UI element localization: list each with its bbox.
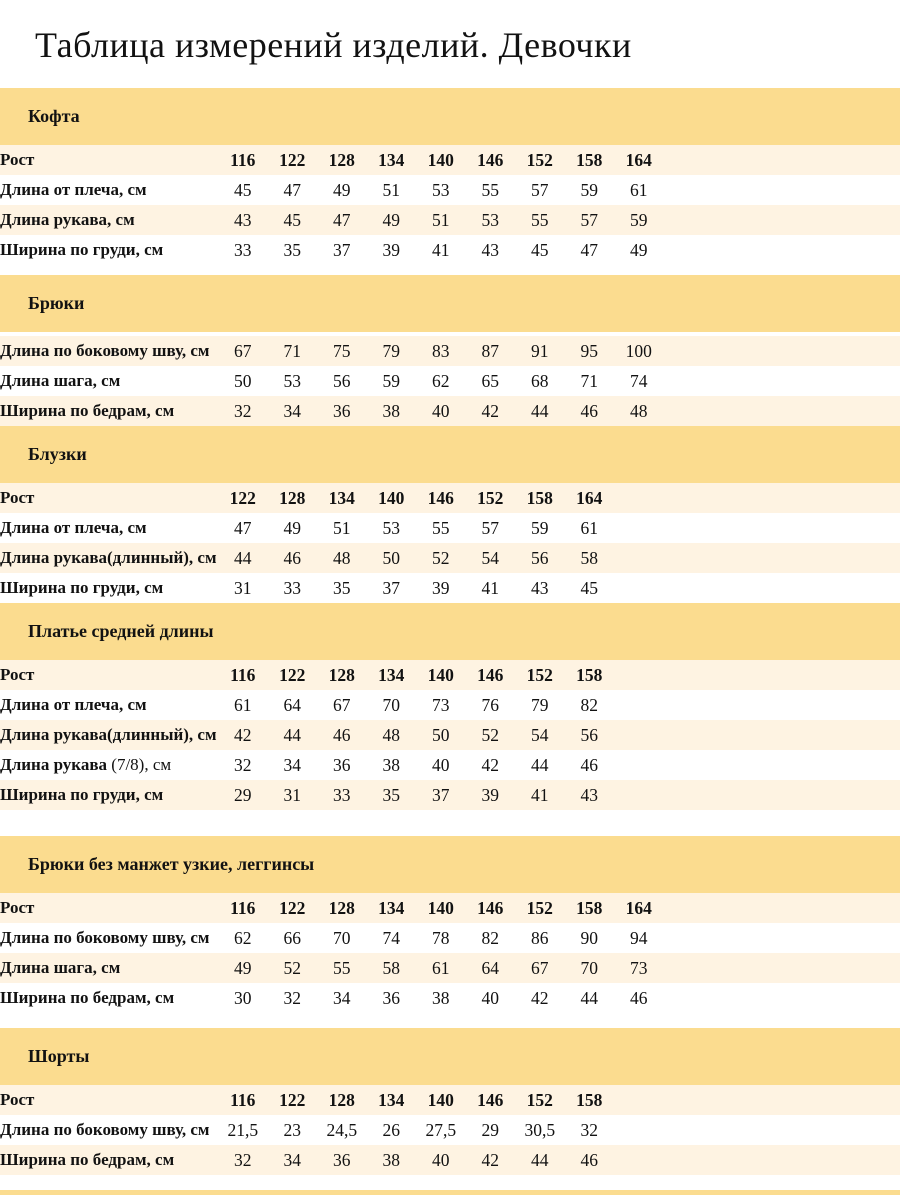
measurement-value: 59 [630, 210, 648, 230]
height-value: 158 [576, 898, 603, 918]
measurement-row [0, 235, 900, 265]
measurement-value: 76 [481, 695, 499, 715]
height-value: 140 [427, 665, 454, 685]
height-value: 134 [378, 150, 405, 170]
height-value: 134 [378, 665, 405, 685]
height-value: 152 [526, 1090, 553, 1110]
measurement-value: 30 [234, 988, 252, 1008]
measurement-value: 41 [432, 240, 450, 260]
measurement-value: 32 [234, 1150, 252, 1170]
row-label: Длина по боковому шву, см [0, 341, 210, 360]
measurement-value: 51 [432, 210, 450, 230]
measurement-value: 65 [481, 371, 499, 391]
sections-container [0, 88, 900, 1175]
measurement-value: 82 [481, 928, 499, 948]
size-table-bluzki [0, 483, 900, 603]
measurement-value: 74 [630, 371, 648, 391]
measurement-value: 37 [333, 240, 351, 260]
row-label: Длина рукава(длинный), см [0, 725, 217, 744]
measurement-value: 44 [283, 725, 301, 745]
measurement-value: 42 [531, 988, 549, 1008]
height-value: 152 [526, 898, 553, 918]
measurement-row [0, 750, 900, 780]
measurement-value: 57 [531, 180, 549, 200]
measurement-value: 46 [580, 401, 598, 421]
height-value: 146 [427, 488, 454, 508]
measurement-value: 58 [382, 958, 400, 978]
row-label: Ширина по груди, см [0, 785, 164, 804]
measurement-value: 40 [432, 755, 450, 775]
measurement-value: 55 [333, 958, 351, 978]
measurement-value: 49 [630, 240, 648, 260]
measurement-value: 59 [382, 371, 400, 391]
measurement-value [614, 1115, 664, 1145]
measurement-value [614, 573, 664, 603]
row-filler [664, 1085, 900, 1115]
measurement-value: 71 [283, 341, 301, 361]
measurement-value: 67 [531, 958, 549, 978]
measurement-value: 55 [481, 180, 499, 200]
measurement-value: 46 [580, 1150, 598, 1170]
measurement-value: 91 [531, 341, 549, 361]
measurement-value [614, 690, 664, 720]
row-label: Длина от плеча, см [0, 180, 147, 199]
measurement-value: 90 [580, 928, 598, 948]
row-label: Длина от плеча, см [0, 518, 147, 537]
row-filler [664, 573, 900, 603]
measurement-value: 43 [531, 578, 549, 598]
measurement-value: 38 [432, 988, 450, 1008]
measurement-value: 49 [382, 210, 400, 230]
section-title-bluzki: Блузки [28, 444, 87, 464]
measurement-value: 82 [580, 695, 598, 715]
measurement-value: 33 [283, 578, 301, 598]
measurement-value: 64 [481, 958, 499, 978]
row-label: Ширина по бедрам, см [0, 1150, 175, 1169]
measurement-value: 53 [481, 210, 499, 230]
height-value: 128 [328, 150, 355, 170]
height-value: 140 [427, 150, 454, 170]
measurement-value: 47 [333, 210, 351, 230]
row-filler [664, 366, 900, 396]
height-value: 122 [279, 898, 306, 918]
measurement-value: 47 [580, 240, 598, 260]
measurement-value: 35 [333, 578, 351, 598]
height-value: 134 [328, 488, 355, 508]
height-value: 158 [576, 1090, 603, 1110]
height-value: 140 [378, 488, 405, 508]
row-filler [664, 750, 900, 780]
measurement-value: 41 [531, 785, 549, 805]
height-value [614, 483, 664, 513]
height-value [614, 1085, 664, 1115]
measurement-value: 75 [333, 341, 351, 361]
row-label: Рост [0, 898, 35, 917]
page-header [0, 0, 900, 88]
measurement-value: 46 [630, 988, 648, 1008]
row-label: Рост [0, 665, 35, 684]
measurement-value: 29 [481, 1120, 499, 1140]
measurement-row [0, 366, 900, 396]
measurement-value: 50 [382, 548, 400, 568]
measurement-row [0, 205, 900, 235]
measurement-value: 73 [432, 695, 450, 715]
measurement-value: 43 [234, 210, 252, 230]
measurement-value: 57 [580, 210, 598, 230]
measurement-value: 35 [382, 785, 400, 805]
measurement-row [0, 780, 900, 810]
measurement-value: 21,5 [227, 1120, 259, 1140]
measurement-value: 48 [333, 548, 351, 568]
row-filler [664, 513, 900, 543]
height-value: 146 [477, 665, 504, 685]
section-title-kofta: Кофта [28, 106, 80, 126]
measurement-value [614, 1145, 664, 1175]
measurement-value: 52 [481, 725, 499, 745]
row-filler [664, 983, 900, 1013]
height-value: 152 [526, 150, 553, 170]
size-table-shorty [0, 1085, 900, 1175]
row-label: Длина по боковому шву, см [0, 1120, 210, 1139]
height-value: 140 [427, 898, 454, 918]
measurement-value: 32 [580, 1120, 598, 1140]
height-value: 146 [477, 150, 504, 170]
row-filler [664, 543, 900, 573]
measurement-value: 52 [283, 958, 301, 978]
height-header-row [0, 483, 900, 513]
measurement-value: 50 [432, 725, 450, 745]
measurement-value: 39 [382, 240, 400, 260]
measurement-value: 45 [234, 180, 252, 200]
row-label: Ширина по груди, см [0, 578, 164, 597]
section-title-platye: Платье средней длины [28, 621, 214, 641]
measurement-value: 53 [432, 180, 450, 200]
measurement-value: 44 [531, 401, 549, 421]
measurement-value: 40 [432, 401, 450, 421]
measurement-value: 35 [283, 240, 301, 260]
size-table-kofta [0, 145, 900, 265]
measurement-value: 42 [481, 1150, 499, 1170]
measurement-value: 59 [580, 180, 598, 200]
measurement-value: 68 [531, 371, 549, 391]
measurement-value: 49 [333, 180, 351, 200]
measurement-row [0, 396, 900, 426]
measurement-value: 26 [382, 1120, 400, 1140]
size-table-legginsy [0, 893, 900, 1013]
row-filler [664, 1115, 900, 1145]
measurement-value: 56 [333, 371, 351, 391]
size-table-platye [0, 660, 900, 810]
measurement-value: 46 [333, 725, 351, 745]
measurement-value: 56 [580, 725, 598, 745]
row-filler [664, 145, 900, 175]
measurement-value: 49 [283, 518, 301, 538]
measurement-value: 94 [630, 928, 648, 948]
measurement-value: 43 [481, 240, 499, 260]
measurement-value: 61 [234, 695, 252, 715]
measurement-value: 83 [432, 341, 450, 361]
measurement-row [0, 1115, 900, 1145]
measurement-value: 51 [382, 180, 400, 200]
height-header-row [0, 660, 900, 690]
measurement-row [0, 336, 900, 366]
measurement-value: 74 [382, 928, 400, 948]
measurement-value: 43 [580, 785, 598, 805]
measurement-value: 24,5 [326, 1120, 358, 1140]
row-filler [664, 660, 900, 690]
measurement-value: 37 [382, 578, 400, 598]
measurement-value: 48 [630, 401, 648, 421]
measurement-value: 53 [382, 518, 400, 538]
measurement-row [0, 1145, 900, 1175]
measurement-value: 59 [531, 518, 549, 538]
height-value: 122 [279, 1090, 306, 1110]
bottom-band-sliver [0, 1190, 900, 1195]
measurement-value: 71 [580, 371, 598, 391]
height-value: 116 [230, 150, 256, 170]
measurement-value: 45 [580, 578, 598, 598]
height-value: 122 [279, 665, 306, 685]
height-value: 128 [279, 488, 306, 508]
measurement-value: 47 [234, 518, 252, 538]
measurement-value: 46 [580, 755, 598, 775]
measurement-value: 38 [382, 401, 400, 421]
measurement-value: 48 [382, 725, 400, 745]
measurement-value: 33 [234, 240, 252, 260]
row-label: Ширина по бедрам, см [0, 401, 175, 420]
measurement-value: 31 [234, 578, 252, 598]
measurement-value: 34 [283, 1150, 301, 1170]
measurement-value: 56 [531, 548, 549, 568]
row-filler [664, 780, 900, 810]
measurement-value: 79 [382, 341, 400, 361]
height-value: 152 [526, 665, 553, 685]
height-value: 164 [625, 150, 652, 170]
measurement-value: 62 [432, 371, 450, 391]
measurement-value: 29 [234, 785, 252, 805]
measurement-value: 70 [580, 958, 598, 978]
row-filler [664, 483, 900, 513]
measurement-value: 44 [531, 755, 549, 775]
section-band-bluzki [0, 426, 900, 483]
measurement-value: 27,5 [425, 1120, 457, 1140]
measurement-value: 54 [531, 725, 549, 745]
measurement-value: 44 [531, 1150, 549, 1170]
section-band-shorty [0, 1028, 900, 1085]
measurement-row [0, 923, 900, 953]
measurement-value: 47 [283, 180, 301, 200]
measurement-value: 41 [481, 578, 499, 598]
measurement-value: 70 [382, 695, 400, 715]
measurement-value: 100 [625, 341, 652, 361]
row-filler [664, 396, 900, 426]
measurement-row [0, 953, 900, 983]
row-label: Длина шага, см [0, 371, 121, 390]
height-value: 158 [576, 150, 603, 170]
measurement-value: 58 [580, 548, 598, 568]
height-value: 128 [328, 898, 355, 918]
measurement-value: 45 [283, 210, 301, 230]
row-label: Длина от плеча, см [0, 695, 147, 714]
measurement-value: 40 [481, 988, 499, 1008]
measurement-value: 73 [630, 958, 648, 978]
row-filler [664, 336, 900, 366]
measurement-value: 32 [234, 755, 252, 775]
row-label: Рост [0, 150, 35, 169]
height-header-row [0, 145, 900, 175]
measurement-value: 51 [333, 518, 351, 538]
measurement-value: 34 [333, 988, 351, 1008]
measurement-value: 36 [333, 401, 351, 421]
measurement-value: 36 [333, 755, 351, 775]
measurement-value: 23 [283, 1120, 301, 1140]
measurement-value: 61 [432, 958, 450, 978]
measurement-row [0, 720, 900, 750]
height-header-row [0, 1085, 900, 1115]
measurement-value: 50 [234, 371, 252, 391]
size-table-bryuki [0, 336, 900, 426]
measurement-value: 67 [234, 341, 252, 361]
measurement-value: 55 [432, 518, 450, 538]
measurement-value: 38 [382, 755, 400, 775]
measurement-row [0, 543, 900, 573]
height-header-row [0, 893, 900, 923]
measurement-value: 95 [580, 341, 598, 361]
row-label: Ширина по бедрам, см [0, 988, 175, 1007]
measurement-value: 40 [432, 1150, 450, 1170]
height-value: 140 [427, 1090, 454, 1110]
section-band-legginsy [0, 836, 900, 893]
measurement-value [614, 543, 664, 573]
height-value: 164 [576, 488, 603, 508]
measurement-value [614, 513, 664, 543]
measurement-value: 78 [432, 928, 450, 948]
measurement-value: 57 [481, 518, 499, 538]
height-value: 116 [230, 665, 256, 685]
measurement-value: 45 [531, 240, 549, 260]
row-filler [664, 923, 900, 953]
section-title-shorty: Шорты [28, 1046, 90, 1066]
measurement-value: 42 [481, 401, 499, 421]
measurement-value: 31 [283, 785, 301, 805]
measurement-value: 42 [234, 725, 252, 745]
measurement-value: 61 [630, 180, 648, 200]
measurement-value: 32 [283, 988, 301, 1008]
measurement-value: 52 [432, 548, 450, 568]
measurement-value: 30,5 [524, 1120, 556, 1140]
height-value: 158 [576, 665, 603, 685]
measurement-value: 34 [283, 755, 301, 775]
measurement-value: 44 [234, 548, 252, 568]
measurement-row [0, 983, 900, 1013]
measurement-value: 32 [234, 401, 252, 421]
measurement-row [0, 573, 900, 603]
measurement-value: 87 [481, 341, 499, 361]
measurement-value [614, 720, 664, 750]
measurement-value: 46 [283, 548, 301, 568]
height-value: 146 [477, 898, 504, 918]
measurement-value: 34 [283, 401, 301, 421]
measurement-row [0, 513, 900, 543]
measurement-value: 42 [481, 755, 499, 775]
measurement-value: 44 [580, 988, 598, 1008]
height-value: 116 [230, 898, 256, 918]
row-label: Длина рукава (7/8), см [0, 755, 172, 774]
measurement-value: 36 [382, 988, 400, 1008]
row-filler [664, 235, 900, 265]
measurement-value [614, 780, 664, 810]
measurement-value: 55 [531, 210, 549, 230]
row-filler [664, 953, 900, 983]
section-title-bryuki: Брюки [28, 293, 85, 313]
height-value: 134 [378, 1090, 405, 1110]
row-filler [664, 1145, 900, 1175]
measurement-value: 39 [481, 785, 499, 805]
measurement-value: 86 [531, 928, 549, 948]
height-value: 128 [328, 665, 355, 685]
row-label: Длина рукава, см [0, 210, 135, 229]
measurement-value: 67 [333, 695, 351, 715]
section-band-bryuki [0, 275, 900, 332]
row-label: Рост [0, 488, 35, 507]
measurement-value: 64 [283, 695, 301, 715]
measurement-value: 38 [382, 1150, 400, 1170]
height-value: 164 [625, 898, 652, 918]
section-title-legginsy: Брюки без манжет узкие, леггинсы [28, 854, 315, 874]
height-value: 116 [230, 1090, 256, 1110]
measurement-value: 66 [283, 928, 301, 948]
measurement-value: 79 [531, 695, 549, 715]
measurement-value: 37 [432, 785, 450, 805]
row-filler [664, 720, 900, 750]
measurement-value: 36 [333, 1150, 351, 1170]
measurement-value [614, 750, 664, 780]
measurement-row [0, 690, 900, 720]
row-label: Длина рукава(длинный), см [0, 548, 217, 567]
row-label: Длина по боковому шву, см [0, 928, 210, 947]
measurement-value: 39 [432, 578, 450, 598]
row-label: Длина шага, см [0, 958, 121, 977]
row-filler [664, 893, 900, 923]
height-value: 134 [378, 898, 405, 918]
measurement-value: 54 [481, 548, 499, 568]
row-filler [664, 175, 900, 205]
height-value [614, 660, 664, 690]
height-value: 122 [229, 488, 256, 508]
height-value: 128 [328, 1090, 355, 1110]
row-label: Рост [0, 1090, 35, 1109]
row-label: Ширина по груди, см [0, 240, 164, 259]
measurement-value: 33 [333, 785, 351, 805]
height-value: 122 [279, 150, 306, 170]
row-filler [664, 690, 900, 720]
measurement-value: 62 [234, 928, 252, 948]
section-band-platye [0, 603, 900, 660]
section-band-kofta [0, 88, 900, 145]
measurement-value: 61 [580, 518, 598, 538]
row-filler [664, 205, 900, 235]
height-value: 152 [477, 488, 504, 508]
measurement-value: 49 [234, 958, 252, 978]
height-value: 158 [526, 488, 553, 508]
measurement-value: 70 [333, 928, 351, 948]
page-title: Таблица измерений изделий. Девочки [35, 25, 632, 65]
measurement-row [0, 175, 900, 205]
measurement-value: 53 [283, 371, 301, 391]
height-value: 146 [477, 1090, 504, 1110]
